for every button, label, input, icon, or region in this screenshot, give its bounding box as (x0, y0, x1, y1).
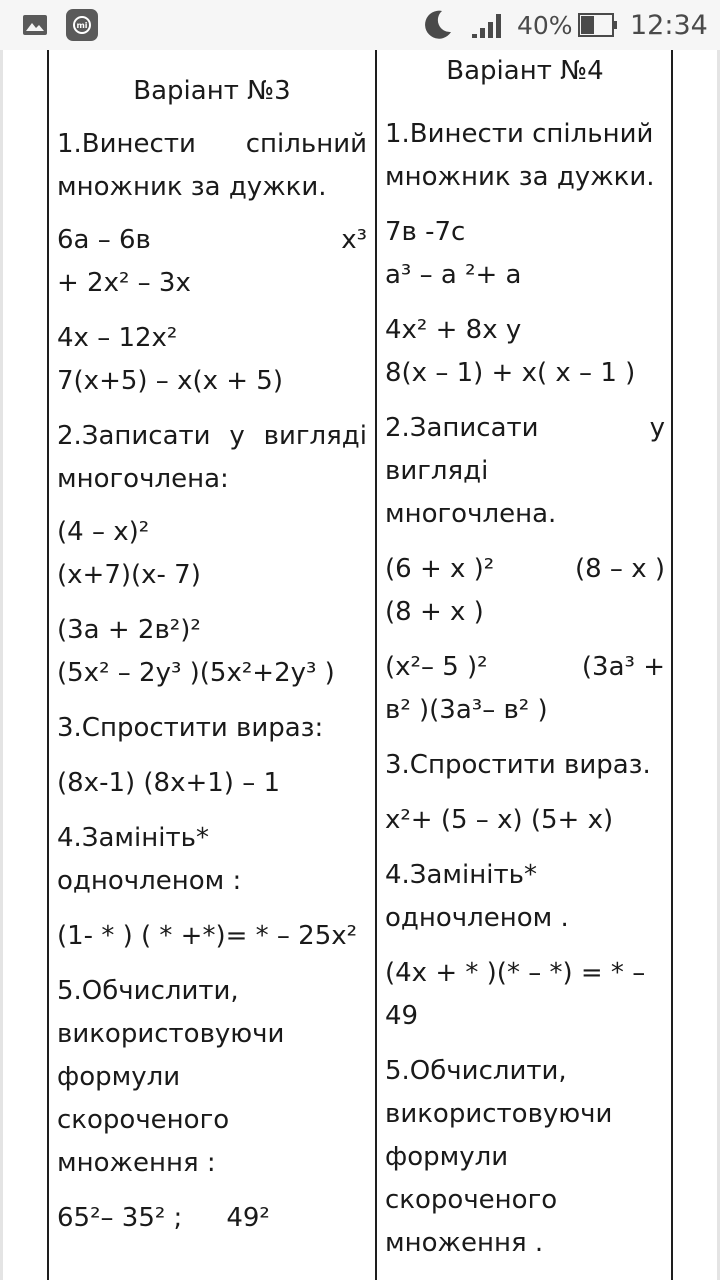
task-4-label: 4.Замініть* (57, 823, 209, 853)
table-border-middle (375, 50, 377, 1280)
battery-icon (578, 0, 618, 50)
variant-3-column (57, 50, 367, 1240)
expression: (5x² – 2y³ )(5x²+2y³ ) (57, 658, 335, 688)
expression: x³ (341, 225, 367, 255)
expression: (x+7)(x- 7) (57, 560, 201, 590)
expression: 7в -7с (385, 217, 466, 247)
expression: (8 – x ) (574, 554, 665, 584)
task-5-label: 5.Обчислити, (57, 976, 239, 1006)
task-1-label: 1.Винести спільний (385, 119, 654, 149)
task-1 (385, 113, 665, 199)
task-4-label: 4.Замініть* (385, 860, 537, 890)
task-4-label-line2: одночленом : (57, 866, 242, 896)
task-5-label: 5.Обчислити, (385, 1056, 567, 1086)
expression-group-2 (385, 309, 665, 395)
task-2-label-line2: многочлена: (57, 464, 229, 494)
expression-group-5 (57, 1197, 367, 1240)
expression: 49 (385, 1001, 419, 1031)
expression-group-5 (385, 952, 665, 1038)
task-1-label-cont: спільний (245, 129, 367, 159)
task-3-label: 3.Спростити вираз. (385, 750, 651, 780)
expression: 65²– 35² ; (57, 1203, 183, 1233)
task-1-label: 1.Винести (57, 129, 196, 159)
expression: 7(x+5) – x(x + 5) (57, 366, 283, 396)
expression: (4x + * )(* – *) = * – (385, 958, 646, 988)
expression: 6а – 6в (57, 225, 151, 255)
task-1-label-line2: множник за дужки. (385, 162, 655, 192)
task-1 (57, 123, 367, 209)
expression: (3a + 2в²)² (57, 615, 201, 645)
expression: 8(x – 1) + x( x – 1 ) (385, 358, 636, 388)
expression-group-1 (57, 219, 367, 305)
expression-group-4 (57, 609, 367, 695)
expression: (8 + x ) (385, 597, 484, 627)
task-2-label-cont: вигляді (263, 421, 367, 451)
expression: в² )(3a³– в² ) (385, 695, 548, 725)
task-5-label-line3: формули (57, 1062, 181, 1092)
expression-group-1 (385, 211, 665, 297)
task-5-label-line2: використовуючи (385, 1099, 613, 1129)
expression: (4 – x)² (57, 517, 150, 547)
variant-4-title: Варіант №4 (446, 56, 604, 86)
task-5-label-line5: множення . (385, 1228, 544, 1258)
table-border-left (47, 50, 49, 1280)
signal-icon (470, 0, 508, 50)
expression: + 2x² – 3x (57, 268, 191, 298)
task-2-label-cont: у (229, 421, 245, 451)
gallery-icon (22, 0, 48, 50)
task-5-label-line4: скороченого (385, 1185, 558, 1215)
task-2-label-line3: многочлена. (385, 499, 557, 529)
task-4-label-line2: одночленом . (385, 903, 569, 933)
table-border-right (671, 50, 673, 1280)
expression: (3a³ + (581, 652, 665, 682)
moon-icon (420, 0, 454, 50)
task-2 (57, 415, 367, 501)
expression-group-2 (57, 317, 367, 403)
variant-3-title: Варіант №3 (133, 76, 291, 106)
task-1-label-line2: множник за дужки. (57, 172, 327, 202)
expression: a³ – a ²+ a (385, 260, 522, 290)
battery-percentage: 40% (517, 10, 573, 40)
task-5 (57, 970, 367, 1185)
task-2-label-cont: у (649, 413, 665, 443)
expression: 49² (226, 1203, 270, 1233)
task-4 (57, 817, 367, 903)
expression: x²+ (5 – x) (5+ x) (385, 805, 614, 835)
page-edge-left (0, 50, 3, 1280)
task-5-label-line5: множення : (57, 1148, 216, 1178)
expression-group-3 (57, 511, 367, 597)
status-bar (0, 0, 720, 50)
document-page[interactable] (0, 50, 720, 1280)
expression-group-3 (385, 548, 665, 634)
mi-icon: mi (66, 0, 98, 50)
expression: (1- * ) ( * +*)= * – 25x² (57, 921, 358, 951)
task-2-label: 2.Записати (385, 413, 539, 443)
expression: 4x² + 8x y (385, 315, 522, 345)
task-2-label: 2.Записати (57, 421, 211, 451)
task-5-label-line3: формули (385, 1142, 509, 1172)
expression: (x²– 5 )² (385, 652, 488, 682)
task-2-label-line2: вигляді (385, 456, 489, 486)
expression: (6 + x )² (385, 554, 495, 584)
task-3-label: 3.Спростити вираз: (57, 713, 324, 743)
expression: 4x – 12x² (57, 323, 178, 353)
task-2 (385, 407, 665, 536)
task-5-label-line4: скороченого (57, 1105, 230, 1135)
clock: 12:34 (630, 9, 708, 41)
task-5 (385, 1050, 665, 1265)
variant-4-column (385, 50, 665, 1265)
task-5-label-line2: використовуючи (57, 1019, 285, 1049)
expression: (8x-1) (8x+1) – 1 (57, 768, 281, 798)
task-4 (385, 854, 665, 940)
expression-group-4 (385, 646, 665, 732)
